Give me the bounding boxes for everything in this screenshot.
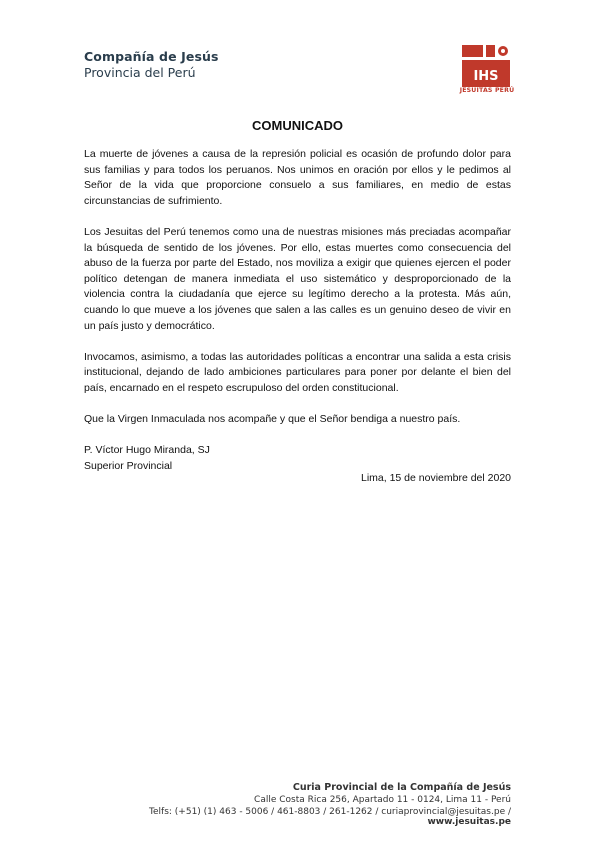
document-title: COMUNICADO bbox=[252, 118, 343, 133]
signature-block bbox=[84, 443, 511, 474]
paragraph: La muerte de jóvenes a causa de la represión policial es ocasión de profundo dolor para sus familias y para todos los peruanos. Nos unimos en oración por ellos y le pedimos al Señor de la vida que proporcione consuelo a sus familiares, en medio de estas circunstancias de sufrimiento. bbox=[84, 148, 511, 207]
footer-website-link[interactable]: www.jesuitas.pe bbox=[427, 817, 511, 827]
footer-institution: Curia Provincial de la Compañía de Jesús bbox=[292, 782, 511, 793]
logo-caption: JESUITAS PERÚ bbox=[459, 87, 515, 94]
signature-name: P. Víctor Hugo Miranda, SJ bbox=[84, 444, 210, 457]
organization-province: Provincia del Perú bbox=[84, 65, 196, 80]
footer-contact bbox=[84, 807, 511, 827]
logo-monogram: IHS bbox=[473, 69, 499, 84]
signature-role: Superior Provincial bbox=[84, 459, 173, 472]
logo-block-top-left bbox=[462, 45, 483, 57]
paragraph: Los Jesuitas del Perú tenemos como una de nuestras misiones más preciadas acompañar la búsqueda de sentido de los jóvenes. Por ello, estas muertes como consecuencia del abuso de la fuerza por parte del Estado, nos moviliza a exigir que quienes ejercen el poder político detengan de manera inmediata el uso sistemático y desproporcionado de la violencia contra la ciudadanía que ejerce su legítimo derecho a la protesta. Más aún, cuando lo que mueve a los jóvenes que salen a las calles es un genuino deseo de vivir en un país justo y democrático. bbox=[84, 225, 511, 332]
footer-phones-email: Telfs: (+51) (1) 463 - 5006 / 461-8803 / 261-1262 / curiaprovincial@jesuitas.pe / bbox=[149, 807, 511, 817]
footer-address: Calle Costa Rica 256, Apartado 11 - 0124, Lima 11 - Perú bbox=[254, 795, 511, 805]
logo-block-top-mid bbox=[486, 45, 495, 57]
document-body bbox=[84, 147, 511, 474]
organization-header bbox=[84, 49, 219, 80]
footer bbox=[84, 782, 511, 827]
document-date: Lima, 15 de noviembre del 2020 bbox=[360, 472, 511, 484]
paragraph: Que la Virgen Inmaculada nos acompañe y que el Señor bendiga a nuestro país. bbox=[84, 413, 461, 426]
organization-name: Compañía de Jesús bbox=[84, 49, 219, 64]
paragraph: Invocamos, asimismo, a todas las autoridades políticas a encontrar una salida a esta crisis institucional, dejando de lado ambiciones particulares para poner por delante el bien del país, encarnado en el respeto escrupuloso del orden constitucional. bbox=[84, 350, 511, 394]
jesuitas-logo bbox=[460, 43, 512, 93]
